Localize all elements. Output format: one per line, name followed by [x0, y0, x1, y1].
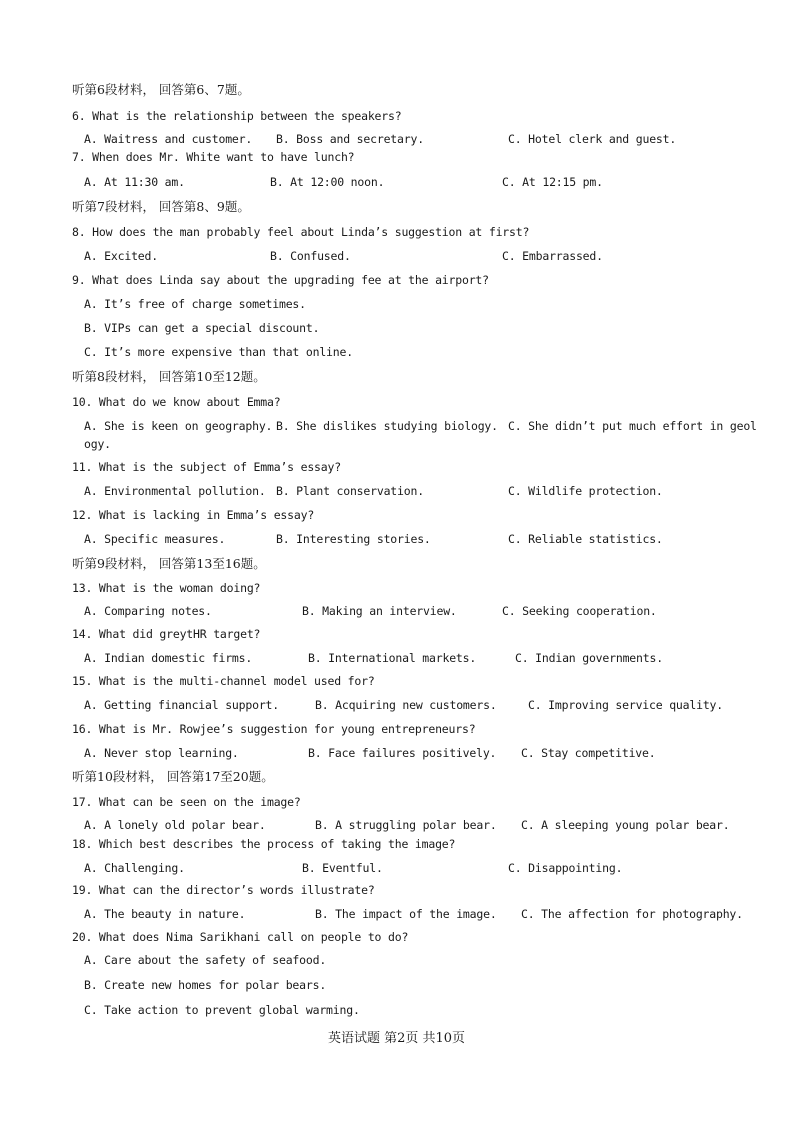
question-17-option-a: A. A lonely old polar bear. — [84, 818, 266, 832]
section-heading-7: 听第7段材料， 回答第8、9题。 — [72, 199, 250, 214]
question-17-stem: 17. What can be seen on the image? — [72, 795, 301, 809]
page-footer: 英语试题 第2页 共10页 — [327, 1031, 466, 1046]
question-19-option-b: B. The impact of the image. — [315, 907, 497, 921]
question-20-stem: 20. What does Nima Sarikhani call on people to do? — [72, 930, 409, 944]
question-7-option-a: A. At 11:30 am. — [84, 175, 185, 189]
question-11-option-a: A. Environmental pollution. — [84, 484, 266, 498]
question-18-option-c: C. Disappointing. — [508, 861, 623, 875]
question-14-option-b: B. International markets. — [308, 651, 477, 665]
question-8-option-b: B. Confused. — [270, 249, 351, 263]
question-10-option-a: A. She is keen on geography. — [84, 419, 273, 433]
question-16-stem: 16. What is Mr. Rowjee’s suggestion for young entrepreneurs? — [72, 722, 476, 736]
section-heading-6: 听第6段材料， 回答第6、7题。 — [72, 82, 250, 97]
question-7-stem: 7. When does Mr. White want to have lunch? — [72, 150, 355, 164]
question-9-option-b: B. VIPs can get a special discount. — [84, 321, 320, 335]
question-12-stem: 12. What is lacking in Emma’s essay? — [72, 508, 315, 522]
section-heading-9: 听第9段材料， 回答第13至16题。 — [72, 556, 266, 571]
question-10-option-c: C. She didn’t put much effort in geol — [508, 419, 757, 433]
question-17-option-b: B. A struggling polar bear. — [315, 818, 497, 832]
question-18-stem: 18. Which best describes the process of taking the image? — [72, 837, 456, 851]
question-14-option-a: A. Indian domestic firms. — [84, 651, 253, 665]
section-heading-10: 听第10段材料， 回答第17至20题。 — [72, 769, 274, 784]
question-8-stem: 8. How does the man probably feel about Linda’s suggestion at first? — [72, 225, 530, 239]
question-16-option-b: B. Face failures positively. — [308, 746, 497, 760]
question-19-stem: 19. What can the director’s words illustrate? — [72, 883, 375, 897]
question-7-option-b: B. At 12:00 noon. — [270, 175, 385, 189]
question-20-option-b: B. Create new homes for polar bears. — [84, 978, 327, 992]
question-10-option-b: B. She dislikes studying biology. — [276, 419, 498, 433]
question-10-stem: 10. What do we know about Emma? — [72, 395, 281, 409]
question-15-option-a: A. Getting financial support. — [84, 698, 279, 712]
question-15-option-b: B. Acquiring new customers. — [315, 698, 497, 712]
question-13-option-a: A. Comparing notes. — [84, 604, 212, 618]
question-18-option-b: B. Eventful. — [302, 861, 383, 875]
question-16-option-c: C. Stay competitive. — [521, 746, 656, 760]
question-9-stem: 9. What does Linda say about the upgrading fee at the airport? — [72, 273, 489, 287]
question-15-option-c: C. Improving service quality. — [528, 698, 723, 712]
question-18-option-a: A. Challenging. — [84, 861, 185, 875]
question-19-option-c: C. The affection for photography. — [521, 907, 743, 921]
question-12-option-c: C. Reliable statistics. — [508, 532, 663, 546]
question-9-option-a: A. It’s free of charge sometimes. — [84, 297, 306, 311]
question-17-option-c: C. A sleeping young polar bear. — [521, 818, 730, 832]
question-11-stem: 11. What is the subject of Emma’s essay? — [72, 460, 341, 474]
question-12-option-a: A. Specific measures. — [84, 532, 226, 546]
question-7-option-c: C. At 12:15 pm. — [502, 175, 603, 189]
question-15-stem: 15. What is the multi-channel model used for? — [72, 674, 375, 688]
question-13-option-b: B. Making an interview. — [302, 604, 457, 618]
section-heading-8: 听第8段材料， 回答第10至12题。 — [72, 369, 266, 384]
question-20-option-a: A. Care about the safety of seafood. — [84, 953, 327, 967]
question-11-option-c: C. Wildlife protection. — [508, 484, 663, 498]
question-8-option-a: A. Excited. — [84, 249, 158, 263]
question-13-stem: 13. What is the woman doing? — [72, 581, 261, 595]
question-14-stem: 14. What did greytHR target? — [72, 627, 261, 641]
question-10-option-c-continued: ogy. — [84, 437, 111, 451]
question-6-option-b: B. Boss and secretary. — [276, 132, 424, 146]
question-20-option-c: C. Take action to prevent global warming. — [84, 1003, 360, 1017]
question-13-option-c: C. Seeking cooperation. — [502, 604, 657, 618]
question-6-stem: 6. What is the relationship between the speakers? — [72, 109, 402, 123]
question-14-option-c: C. Indian governments. — [515, 651, 663, 665]
question-11-option-b: B. Plant conservation. — [276, 484, 424, 498]
question-12-option-b: B. Interesting stories. — [276, 532, 431, 546]
question-16-option-a: A. Never stop learning. — [84, 746, 239, 760]
question-19-option-a: A. The beauty in nature. — [84, 907, 246, 921]
question-9-option-c: C. It’s more expensive than that online. — [84, 345, 353, 359]
question-6-option-a: A. Waitress and customer. — [84, 132, 253, 146]
question-8-option-c: C. Embarrassed. — [502, 249, 603, 263]
question-6-option-c: C. Hotel clerk and guest. — [508, 132, 677, 146]
